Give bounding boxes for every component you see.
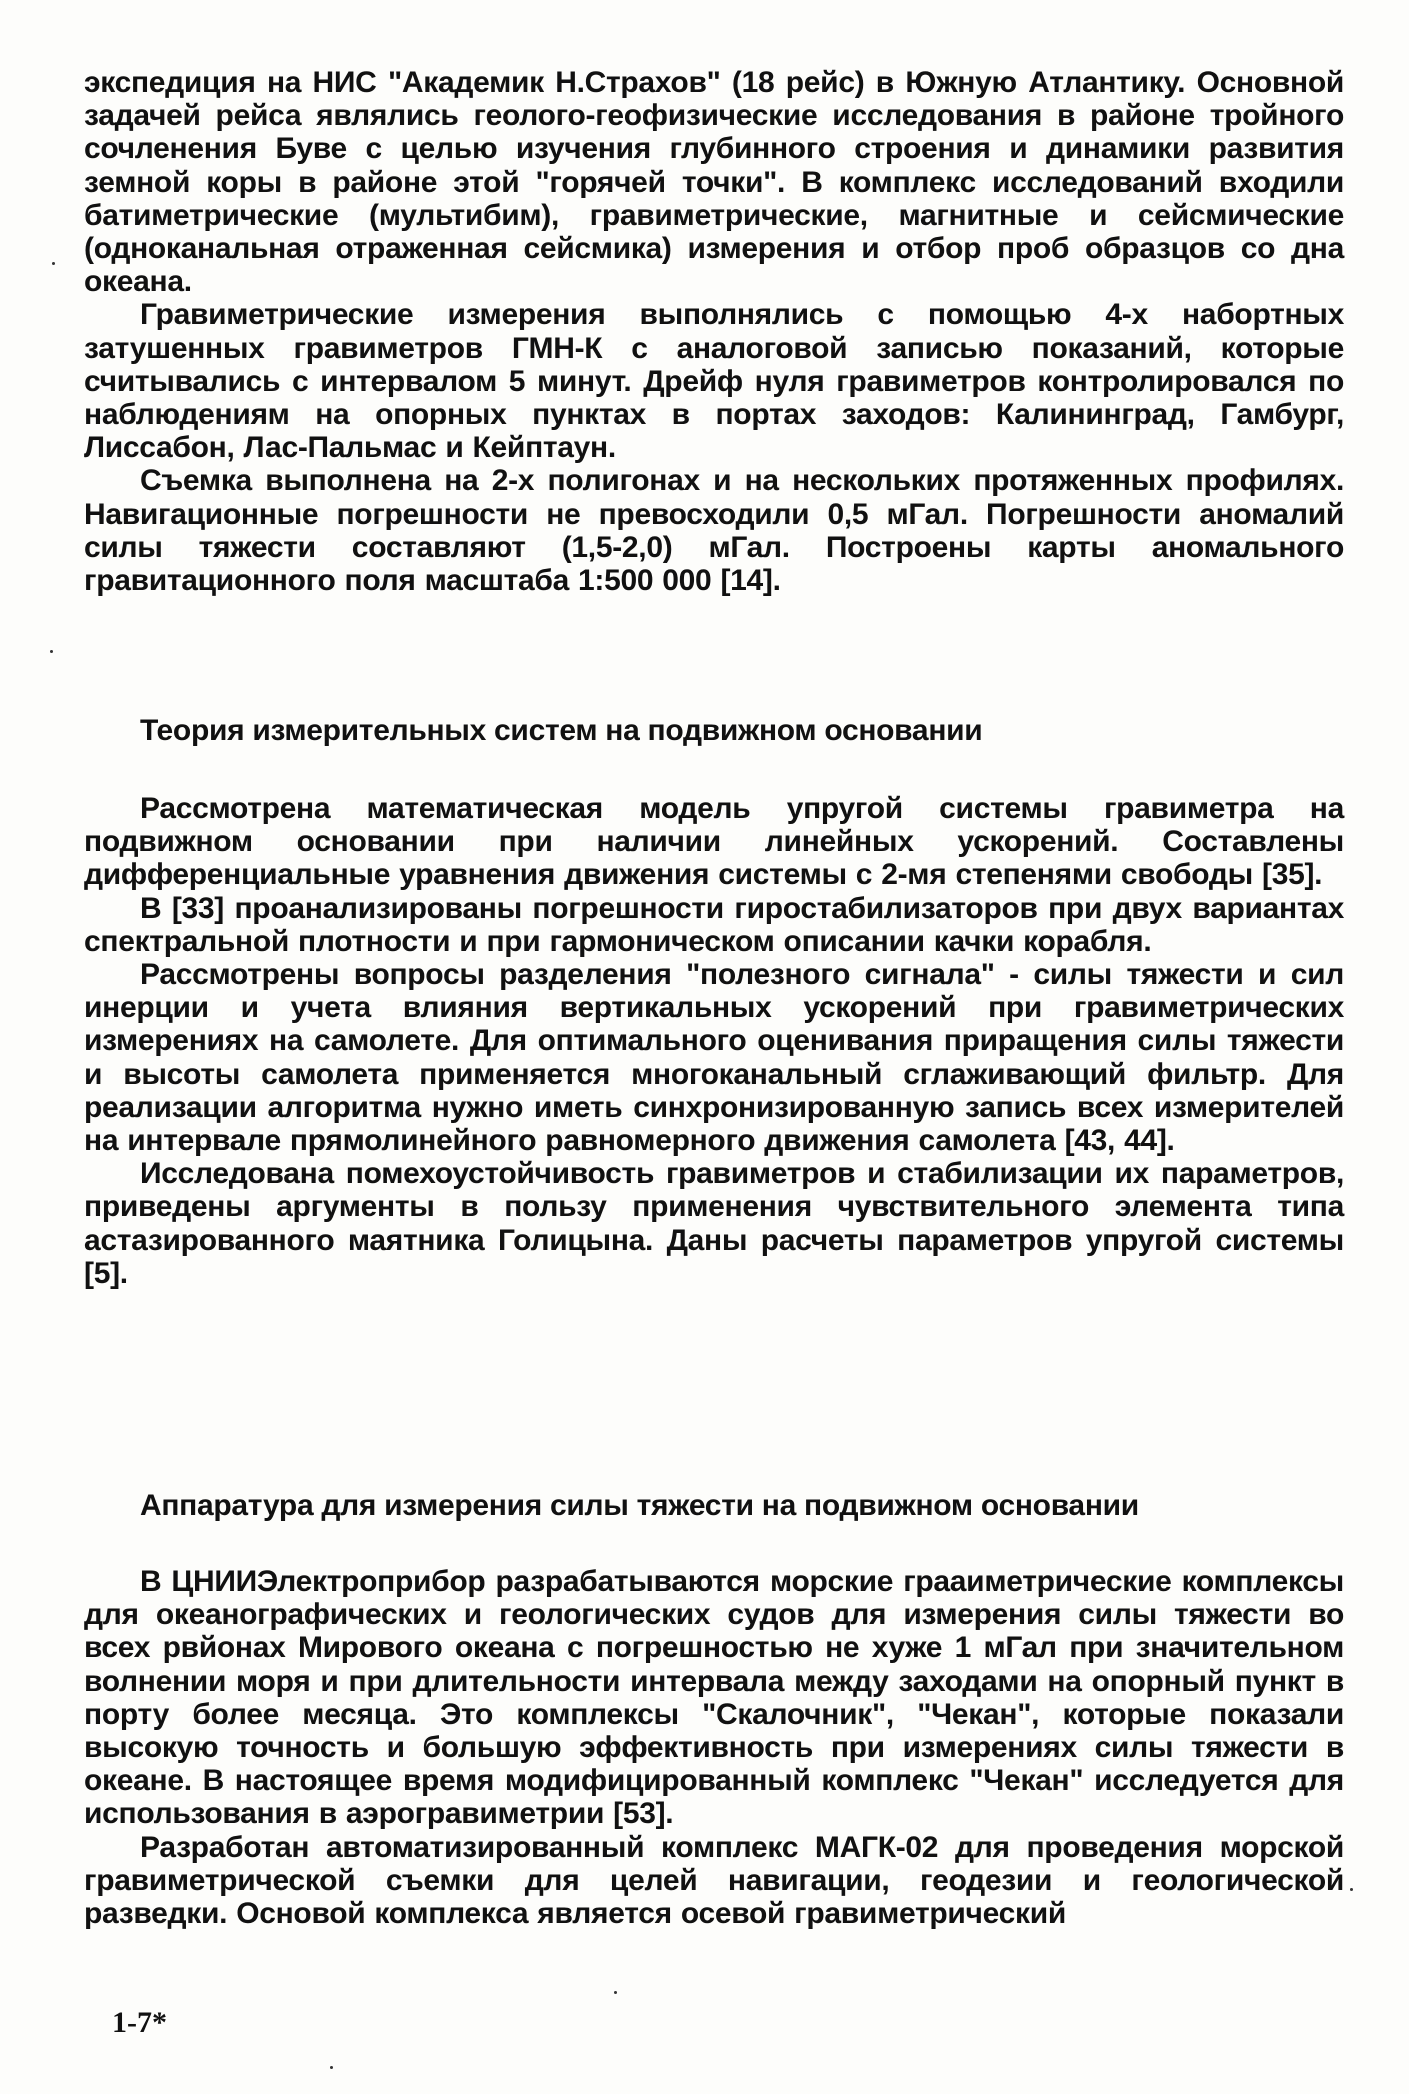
section-heading-apparatus: Аппаратура для измерения силы тяжести на подвижном основании (140, 1489, 1139, 1522)
paragraph: Съемка выполнена на 2-х полигонах и на нескольких протяженных профилях. Навигационные погрешности не превосходили 0,5 мГал. Погрешности аномалий силы тяжести составляют (1,5-2,0) мГал. Построены карты аномального гравитационного поля масштаба 1:500 000 [14]. (84, 464, 1344, 598)
scan-speck (330, 2066, 333, 2069)
paragraph: В [33] проанализированы погрешности гиростабилизаторов при двух вариантах спектральной плотности и при гармоническом описании качки корабля. (84, 891, 1344, 958)
scan-speck (1350, 1888, 1353, 1891)
paragraph: В ЦНИИЭлектроприбор разрабатываются морские грааиметрические комплексы для океанографических и геологических судов для измерения силы тяжести во всех рвйонах Мирового океана с погрешностью не хуже 1 мГал при значительном волнении моря и при длительности интервала между заходами на опорный пункт в порту более месяца. Это комплексы "Скалочник", "Чекан", которые показали высокую точность и большую эффективность при измерениях силы тяжести в океане. В настоящее время модифицированный комплекс "Чекан" исследуется для использования в аэрогравиметрии [53]. (84, 1565, 1344, 1831)
paragraph: Рассмотрены вопросы разделения "полезного сигнала" - силы тяжести и сил инерции и учета влияния вертикальных ускорений при гравиметрических измерениях на самолете. Для оптимального оценивания приращения силы тяжести и высоты самолета применяется многоканальный сглаживающий фильтр. Для реализации алгоритма нужно иметь синхронизированную запись всех измерителей на интервале прямолинейного равномерного движения самолета [43, 44]. (84, 958, 1344, 1158)
paragraph: Рассмотрена математическая модель упругой системы гравиметра на подвижном основании при наличии линейных ускорений. Составлены дифференциальные уравнения движения системы с 2-мя степенями свободы [35]. (84, 792, 1344, 892)
paragraph: Гравиметрические измерения выполнялись с помощью 4-х набортных затушенных гравиметров ГМН-К с аналоговой записью показаний, которые считывались с интервалом 5 минут. Дрейф нуля гравиметров контролировался по наблюдениям на опорных пунктах в портах заходов: Калининград, Гамбург, Лиссабон, Лас-Пальмас и Кейптаун. (84, 298, 1344, 465)
scan-speck (50, 650, 53, 653)
page-marker: 1-7* (112, 2006, 167, 2039)
paragraph: экспедиция на НИС "Академик Н.Страхов" (18 рейс) в Южную Атлантику. Основной задачей рейса являлись геолого-геофизические исследования в районе тройного сочленения Буве с целью изучения глубинного строения и динамики развития земной коры в районе этой "горячей точки". В комплекс исследований входили батиметрические (мультибим), гравиметрические, магнитные и сейсмические (одноканальная отраженная сейсмика) измерения и отбор проб образцов со дна океана. (84, 66, 1344, 299)
intro-paragraphs (84, 66, 1344, 597)
section-heading-theory: Теория измерительных систем на подвижном основании (140, 714, 983, 747)
apparatus-paragraphs (84, 1565, 1344, 1930)
theory-paragraphs (84, 792, 1344, 1290)
scan-speck (52, 262, 55, 265)
paragraph: Разработан автоматизированный комплекс МАГК-02 для проведения морской гравиметрической съемки для целей навигации, геодезии и геологической разведки. Основой комплекса является осевой гравиметрический (84, 1830, 1344, 1931)
scan-speck (614, 1991, 617, 1994)
paragraph: Исследована помехоустойчивость гравиметров и стабилизации их параметров, приведены аргументы в пользу применения чувствительного элемента типа астазированного маятника Голицына. Даны расчеты параметров упругой системы [5]. (84, 1157, 1344, 1290)
